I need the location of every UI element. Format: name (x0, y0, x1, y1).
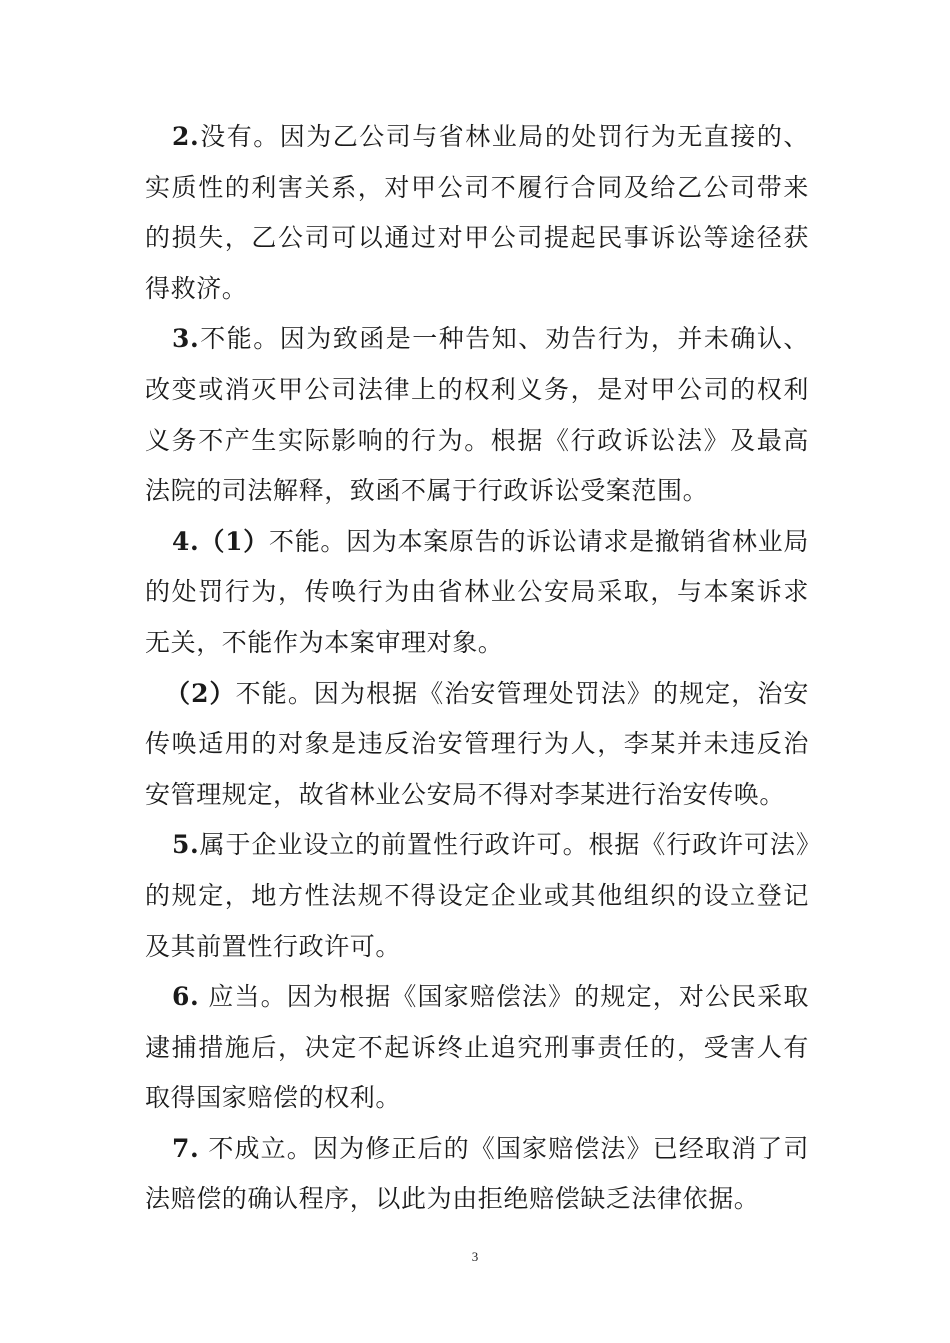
answer-number: （2） (165, 678, 236, 708)
answer-text: 不成立。因为修正后的《国家赔偿法》已经取消了司法赔偿的确认程序，以此为由拒绝赔偿缺乏法律依据。 (145, 1133, 809, 1214)
answer-number: 4.（1） (172, 526, 269, 556)
answer-text: 不能。因为根据《治安管理处罚法》的规定，治安传唤适用的对象是违反治安管理行为人，李某并未违反治安管理规定，故省林业公安局不得对李某进行治安传唤。 (145, 678, 810, 809)
answer-list (145, 112, 809, 1225)
answer-4-2 (145, 669, 809, 821)
answer-5 (145, 820, 809, 972)
answer-text: 应当。因为根据《国家赔偿法》的规定，对公民采取逮捕措施后，决定不起诉终止追究刑事责任的，受害人有取得国家赔偿的权利。 (145, 982, 809, 1113)
answer-text: 属于企业设立的前置性行政许可。根据《行政许可法》的规定，地方性法规不得设定企业或其他组织的设立登记及其前置性行政许可。 (145, 830, 809, 961)
answer-3 (145, 314, 809, 516)
answer-number: 6. (172, 982, 200, 1012)
answer-6 (145, 972, 809, 1124)
answer-7 (145, 1124, 809, 1225)
page-number: 3 (471, 1249, 479, 1264)
answer-text: 不能。因为本案原告的诉讼请求是撤销省林业局的处罚行为，传唤行为由省林业公安局采取，与本案诉求无关，不能作为本案审理对象。 (145, 526, 809, 657)
answer-4-1 (145, 517, 809, 669)
answer-number: 5. (172, 830, 200, 860)
answer-2 (145, 112, 809, 314)
answer-number: 2. (172, 122, 200, 151)
answer-number: 7. (172, 1133, 200, 1163)
answer-number: 3. (172, 324, 200, 354)
answer-text: 不能。因为致函是一种告知、劝告行为，并未确认、改变或消灭甲公司法律上的权利义务，是对甲公司的权利义务不产生实际影响的行为。根据《行政诉讼法》及最高法院的司法解释，致函不属于行政诉讼受案范围。 (145, 324, 809, 506)
answer-text: 没有。因为乙公司与省林业局的处罚行为无直接的、实质性的利害关系，对甲公司不履行合同及给乙公司带来的损失，乙公司可以通过对甲公司提起民事诉讼等途径获得救济。 (145, 122, 809, 303)
